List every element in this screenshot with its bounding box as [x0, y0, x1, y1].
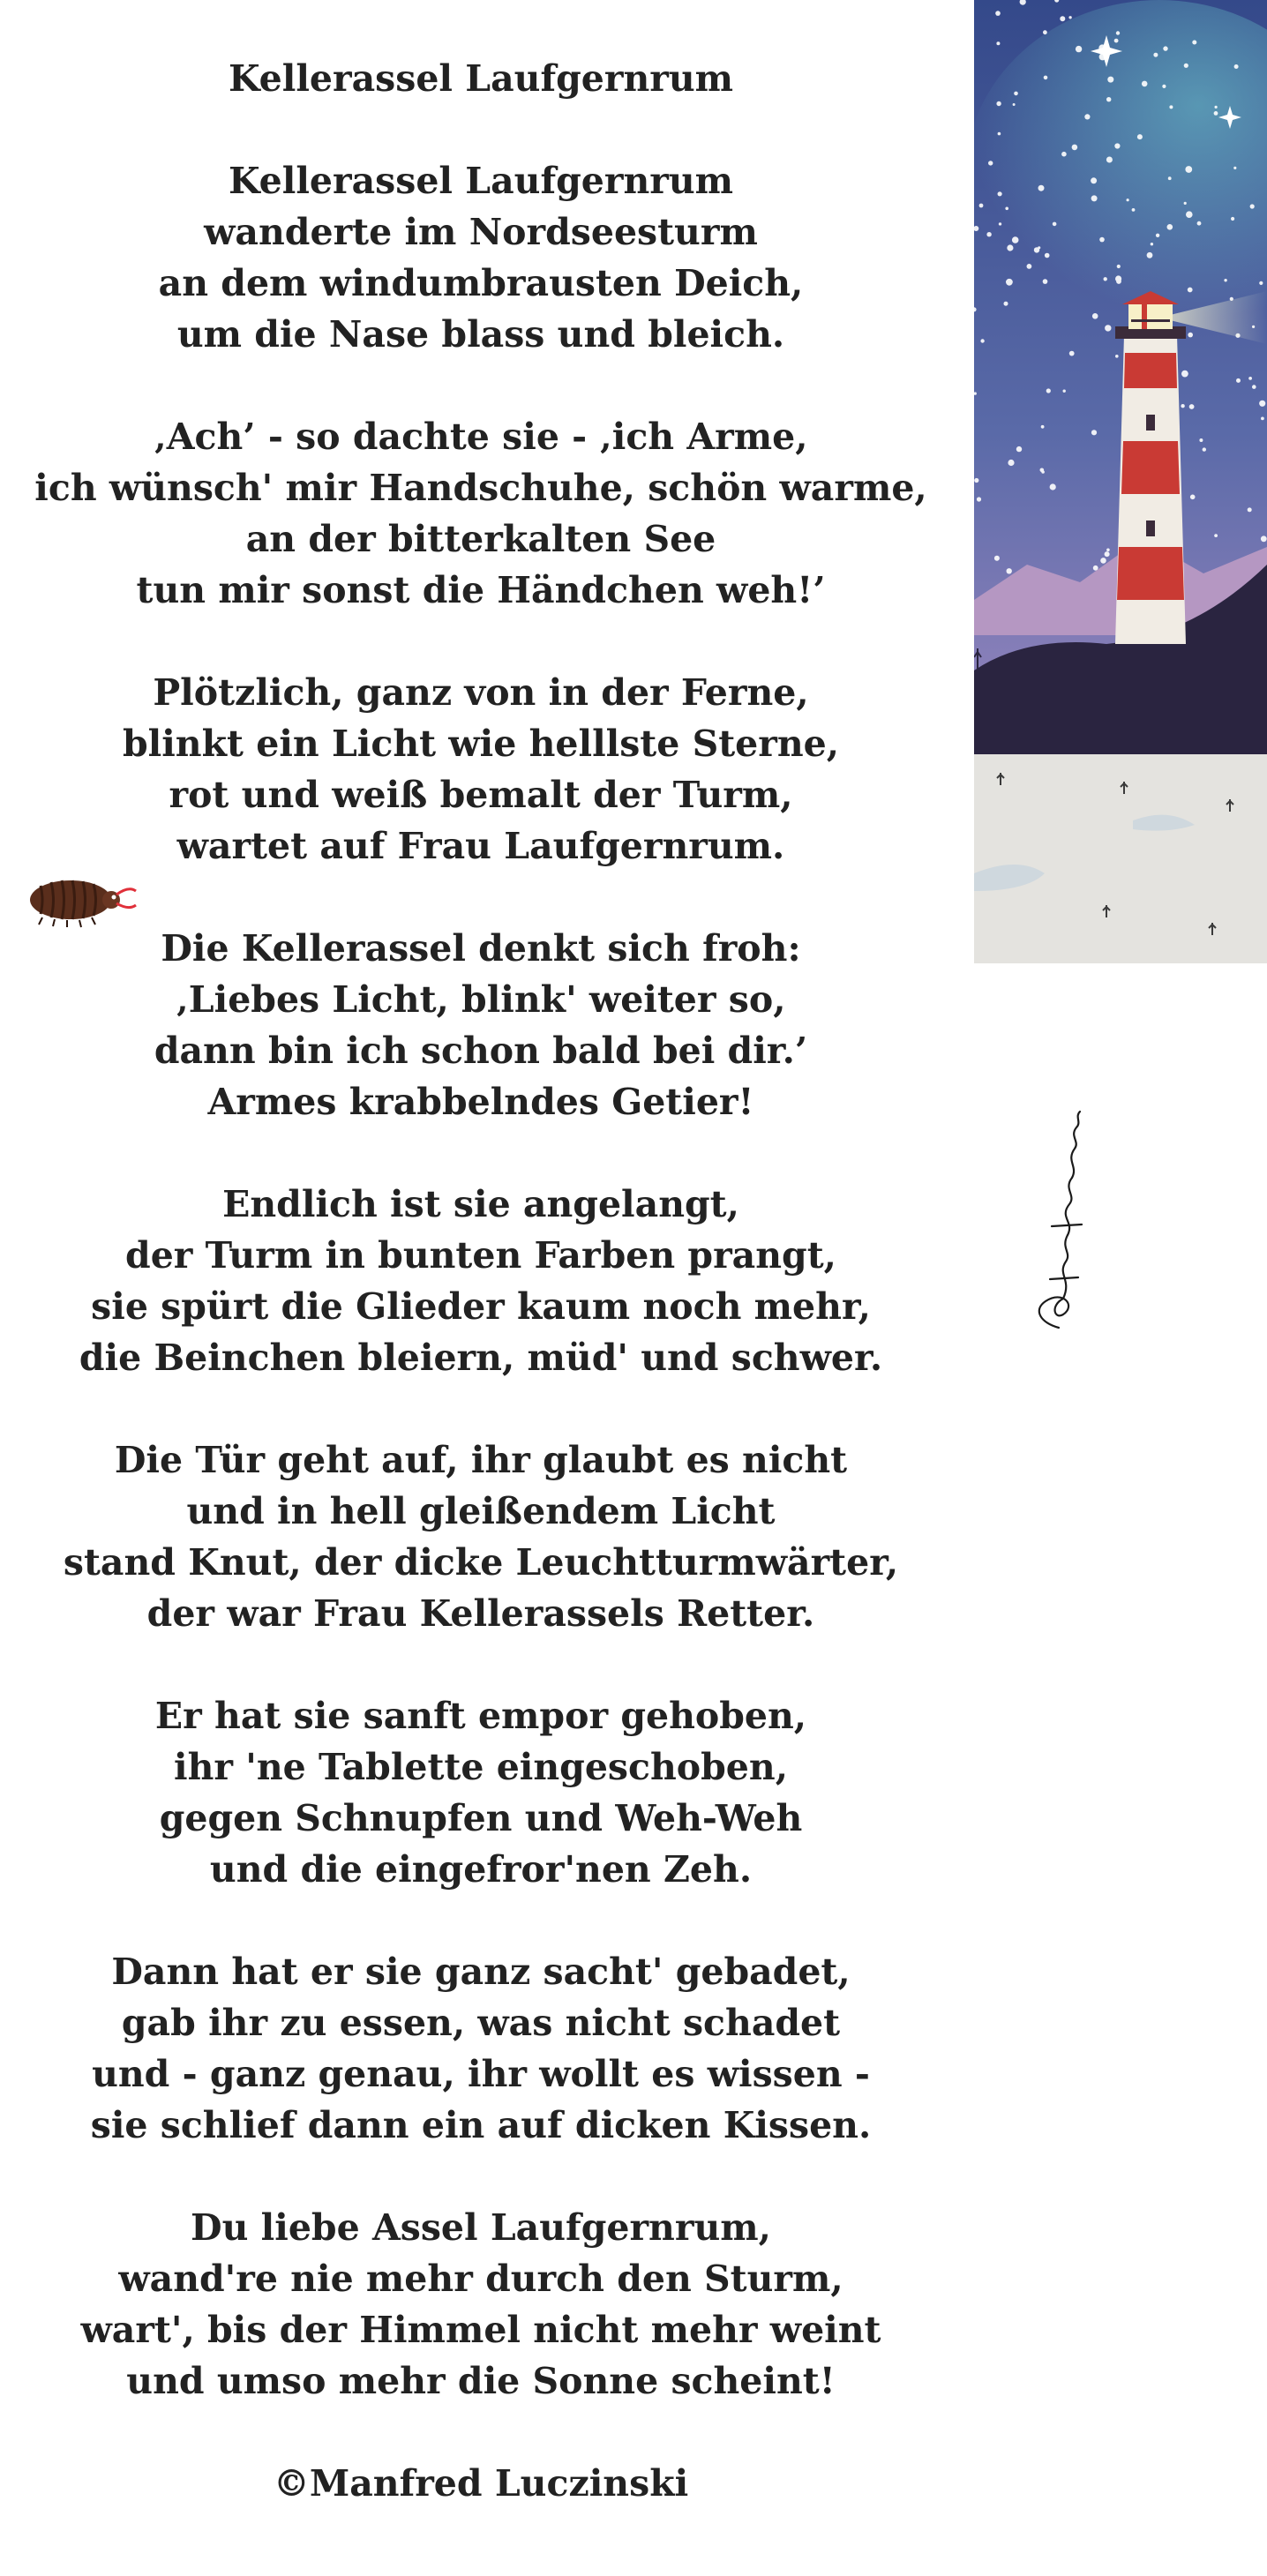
woodlouse-icon	[25, 868, 139, 930]
star-dot	[1248, 507, 1252, 512]
stanza-8	[0, 1946, 962, 2151]
star-dot	[1105, 551, 1110, 557]
star-dot	[1252, 385, 1256, 389]
star-dot	[1106, 97, 1111, 101]
star-dot	[1181, 404, 1184, 408]
star-dot	[1040, 468, 1045, 473]
stanza-2	[0, 411, 962, 616]
stanza-9	[0, 2202, 962, 2407]
poem-line: sie spürt die Glieder kaum noch mehr,	[91, 1285, 871, 1328]
star-dot	[1137, 134, 1143, 139]
star-dot	[1016, 446, 1022, 452]
star-dot	[1169, 105, 1173, 109]
star-dot	[1105, 325, 1111, 331]
star-dot	[1261, 417, 1264, 421]
star-dot	[998, 191, 1002, 196]
poem-line: Dann hat er sie ganz sacht' gebadet,	[111, 1951, 851, 1993]
poem-line: Endlich ist sie angelangt,	[222, 1183, 739, 1225]
star-dot	[1076, 46, 1082, 52]
stanza-1	[0, 155, 962, 360]
star-dot	[1006, 279, 1013, 286]
star-dot	[1099, 237, 1105, 243]
poem-line: stand Knut, der dicke Leuchtturmwärter,	[63, 1541, 899, 1584]
poem-line: wartet auf Frau Laufgernrum.	[176, 825, 785, 867]
star-dot	[996, 41, 1000, 45]
poem-line: an dem windumbrausten Deich,	[158, 262, 804, 304]
star-dot	[1091, 177, 1097, 183]
stanza-7	[0, 1690, 962, 1895]
star-dot	[1045, 253, 1050, 258]
star-dot	[1100, 558, 1106, 564]
stanza-3	[0, 667, 962, 872]
star-dot	[1259, 281, 1263, 285]
star-dot	[1188, 288, 1193, 293]
star-dot	[988, 161, 993, 165]
star-dot	[1127, 198, 1129, 201]
star-dot	[979, 204, 984, 208]
star-dot	[1008, 460, 1014, 466]
poem-line: wart', bis der Himmel nicht mehr weint	[80, 2309, 881, 2351]
star-dot	[1038, 246, 1040, 249]
copyright: ©Manfred Luczinski	[273, 2462, 689, 2505]
star-dot	[1114, 143, 1120, 148]
star-dot	[1184, 202, 1187, 205]
star-dot	[980, 339, 984, 342]
star-dot	[1184, 64, 1188, 68]
star-dot	[986, 232, 991, 236]
poem-line: Die Kellerassel denkt sich froh:	[161, 927, 801, 970]
poem-line: dann bin ich schon bald bei dir.’	[154, 1030, 808, 1072]
star-dot	[1012, 236, 1019, 243]
star-dot	[1046, 388, 1051, 393]
star-dot	[1091, 430, 1097, 435]
lighthouse-illustration	[974, 0, 1267, 963]
poem-line: an der bitterkalten See	[245, 518, 716, 560]
stanza-6	[0, 1434, 962, 1639]
poem-title: Kellerassel Laufgernrum	[228, 57, 734, 100]
star-dot	[1072, 145, 1078, 151]
star-dot	[1236, 378, 1241, 383]
star-dot	[1167, 224, 1173, 230]
star-dot	[1043, 279, 1048, 284]
star-dot	[999, 222, 1001, 225]
stanza-5	[0, 1179, 962, 1383]
poem-line: um die Nase blass und bleich.	[176, 313, 785, 356]
star-dot	[1190, 495, 1196, 500]
star-dot	[1106, 157, 1113, 163]
poem-line: gab ihr zu essen, was nicht schadet	[121, 2002, 841, 2044]
star-dot	[1142, 81, 1148, 87]
poem-line: Plötzlich, ganz von in der Ferne,	[153, 671, 809, 714]
poem-line: Kellerassel Laufgernrum	[228, 160, 734, 202]
poem-line: und umso mehr die Sonne scheint!	[126, 2360, 836, 2402]
star-dot	[1181, 371, 1188, 378]
poem-line: rot und weiß bemalt der Turm,	[169, 774, 793, 816]
star-dot	[1061, 152, 1067, 157]
star-dot	[1027, 264, 1032, 269]
poem-line: Du liebe Assel Laufgernrum,	[191, 2206, 771, 2249]
star-dot	[1168, 176, 1172, 180]
star-dot	[1053, 222, 1057, 227]
star-dot	[1199, 438, 1203, 442]
poem-line: ‚Ach’ - so dachte sie - ‚ich Arme,	[154, 416, 808, 458]
poem-line: und die eingefror'nen Zeh.	[209, 1848, 753, 1891]
poem	[0, 53, 962, 2509]
star-dot	[1192, 41, 1196, 45]
star-dot	[1261, 535, 1267, 542]
star-dot	[1151, 243, 1153, 245]
star-dot	[1104, 277, 1107, 281]
star-dot	[996, 101, 1001, 106]
star-dot	[1043, 30, 1047, 34]
poem-line: ‚Liebes Licht, blink' weiter so,	[176, 978, 786, 1021]
star-dot	[1259, 401, 1265, 407]
star-dot	[1215, 106, 1218, 109]
star-dot	[1004, 302, 1008, 306]
star-dot	[1224, 279, 1226, 281]
star-dot	[1197, 221, 1202, 226]
star-dot	[1007, 244, 1013, 251]
star-dot	[977, 497, 981, 501]
star-dot	[1163, 46, 1167, 50]
star-dot	[1214, 534, 1218, 537]
star-dot	[1114, 39, 1119, 43]
star-dot	[1013, 103, 1016, 106]
star-dot	[1203, 447, 1206, 451]
poem-line: die Beinchen bleiern, müd' und schwer.	[79, 1337, 883, 1379]
star-dot	[1153, 53, 1158, 57]
poem-line: gegen Schnupfen und Weh-Weh	[159, 1797, 803, 1839]
stanza-4	[0, 923, 962, 1127]
star-dot	[1092, 313, 1098, 319]
star-dot	[1248, 377, 1252, 380]
star-dot	[1156, 234, 1159, 237]
poem-line: sie schlief dann ein auf dicken Kissen.	[90, 2104, 872, 2146]
star-dot	[1250, 204, 1255, 208]
star-dot	[1107, 77, 1113, 83]
star-dot	[1162, 85, 1166, 88]
star-dot	[1214, 111, 1218, 116]
star-dot	[1005, 207, 1008, 211]
poem-line: Armes krabbelndes Getier!	[207, 1081, 754, 1123]
star-dot	[1068, 16, 1071, 19]
star-dot	[1084, 114, 1090, 119]
star-dot	[1063, 390, 1066, 393]
star-dot	[1060, 16, 1065, 21]
poem-line: der Turm in bunten Farben prangt,	[125, 1234, 836, 1277]
star-dot	[1233, 167, 1236, 169]
star-dot	[1050, 483, 1056, 490]
star-dot	[1007, 568, 1012, 573]
star-dot	[1117, 265, 1121, 268]
star-dot	[1093, 565, 1098, 571]
star-dot	[1106, 549, 1110, 552]
star-dot	[1116, 31, 1120, 34]
poem-line: Er hat sie sanft empor gehoben,	[154, 1695, 807, 1737]
star-dot	[974, 478, 978, 483]
star-dot	[1091, 195, 1098, 201]
poem-line: tun mir sonst die Händchen weh!’	[136, 569, 826, 611]
poem-line: ihr 'ne Tablette eingeschoben,	[174, 1746, 788, 1788]
poem-line: und - ganz genau, ihr wollt es wissen -	[92, 2053, 870, 2095]
star-dot	[995, 11, 1001, 16]
poem-line: der war Frau Kellerassels Retter.	[146, 1592, 815, 1635]
poem-line: wand're nie mehr durch den Sturm,	[118, 2258, 843, 2300]
poem-line: wanderte im Nordseesturm	[204, 211, 758, 253]
poem-line: blinkt ein Licht wie helllste Sterne,	[122, 723, 839, 765]
star-dot	[1014, 92, 1018, 96]
star-dot	[1185, 166, 1192, 173]
star-dot	[1132, 208, 1136, 212]
star-dot	[1038, 185, 1045, 191]
star-dot	[1231, 217, 1234, 221]
star-dot	[1069, 351, 1075, 356]
star-dot	[1116, 279, 1121, 284]
star-dot	[1189, 404, 1195, 409]
star-dot	[1041, 425, 1045, 429]
star-dot	[1115, 355, 1119, 358]
signature-icon	[1023, 1103, 1103, 1341]
star-dot	[1044, 76, 1048, 80]
poem-line: ich wünsch' mir Handschuhe, schön warme,	[34, 467, 927, 509]
star-dot	[1147, 252, 1153, 258]
star-dot	[994, 556, 1000, 561]
poem-line: Die Tür geht auf, ihr glaubt es nicht	[114, 1439, 848, 1481]
star-dot	[1186, 211, 1193, 218]
poem-line: und in hell gleißendem Licht	[186, 1490, 776, 1532]
star-dot	[1234, 64, 1239, 69]
star-dot	[1188, 333, 1193, 338]
star-dot	[998, 132, 1001, 136]
